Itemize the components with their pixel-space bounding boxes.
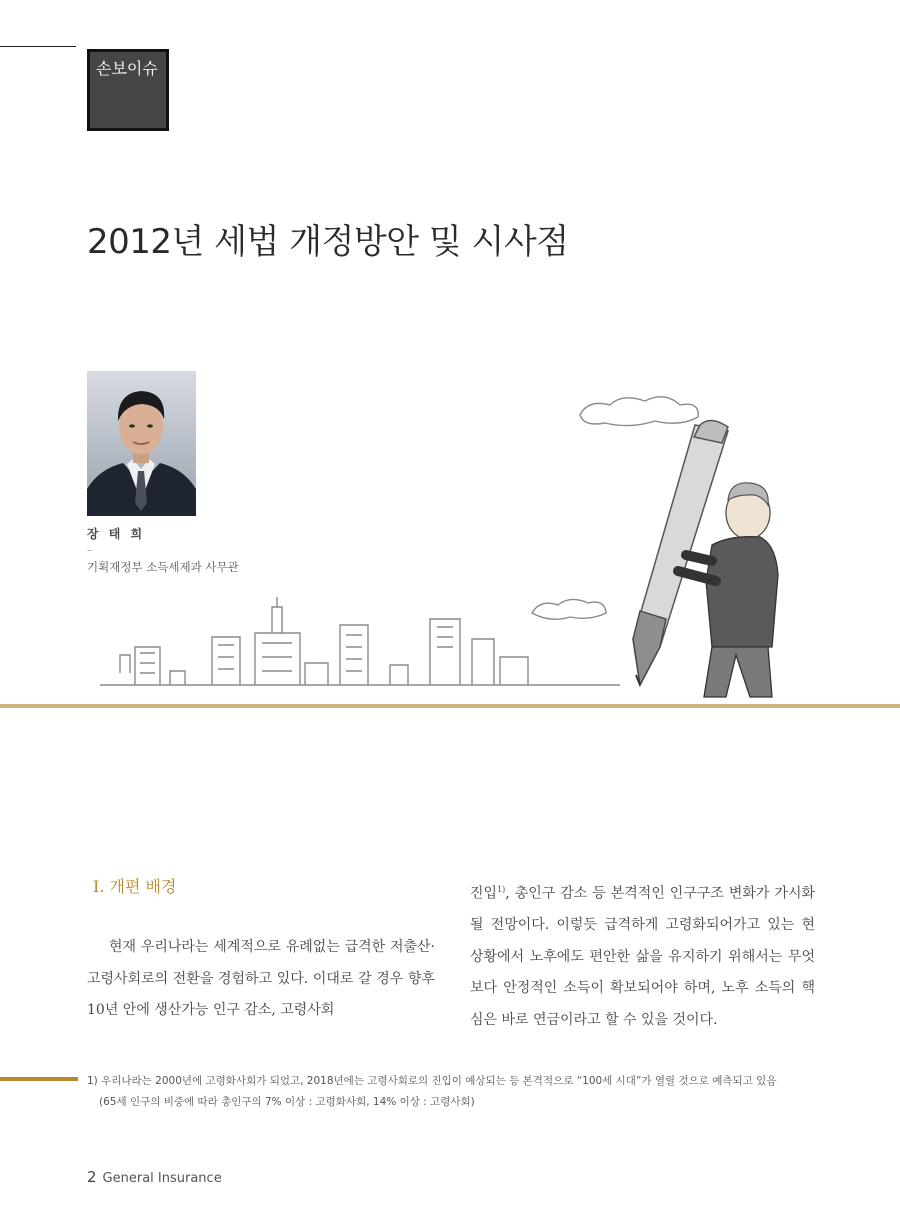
publication-name: General Insurance: [102, 1171, 222, 1186]
body-right-column: [470, 874, 815, 1036]
page-number: 2: [87, 1168, 97, 1186]
paragraph-continuation: , 총인구 감소 등 본격적인 인구구조 변화가 가시화될 전망이다. 이렇듯 급격하게 고령화되어가고 있는 현 상황에서 노후에도 편안한 삶을 유지하기 위해서는 무엇보다 안정적인 소득이 확보되어야 하며, 노후 소득의 핵심은 바로 연금이라고 할 수 있을 것이다.: [470, 885, 815, 1028]
author-divider: –: [87, 545, 92, 556]
body-paragraph-left: 현재 우리나라는 세계적으로 유례없는 급격한 저출산·고령사회로의 전환을 경험하고 있다. 이대로 갈 경우 향후 10년 안에 생산가능 인구 감소, 고령사회: [87, 939, 435, 1018]
page-footer: [87, 1168, 222, 1186]
footnote-line-2: (65세 인구의 비중에 따라 총인구의 7% 이상 : 고령화사회, 14% 이상 : 고령사회): [99, 1096, 475, 1108]
footnote: [87, 1071, 827, 1113]
section-label: 손보이슈: [96, 59, 158, 78]
body-paragraph-right: [470, 874, 815, 1036]
footnote-line-1: 1) 우리나라는 2000년에 고령화사회가 되었고, 2018년에는 고령사회로의 진입이 예상되는 등 본격적으로 “100세 시대”가 열릴 것으로 예측되고 있음: [87, 1075, 777, 1087]
section-heading: Ⅰ. 개편 배경: [93, 877, 177, 896]
article-title: 2012년 세법 개정방안 및 시사점: [87, 222, 569, 262]
section-label-box: [87, 49, 169, 131]
footnote-accent-bar: [0, 1077, 78, 1081]
top-rule: [0, 46, 76, 47]
author-name: 장 태 희: [87, 527, 146, 541]
paragraph-lead-word: 진입: [470, 885, 498, 902]
city-pencil-illustration: [100, 385, 900, 710]
body-left-column: [87, 874, 435, 1027]
footnote-marker: 1): [497, 885, 506, 894]
gold-divider: [0, 704, 900, 708]
author-affiliation: 기획재정부 소득세제과 사무관: [87, 560, 239, 574]
